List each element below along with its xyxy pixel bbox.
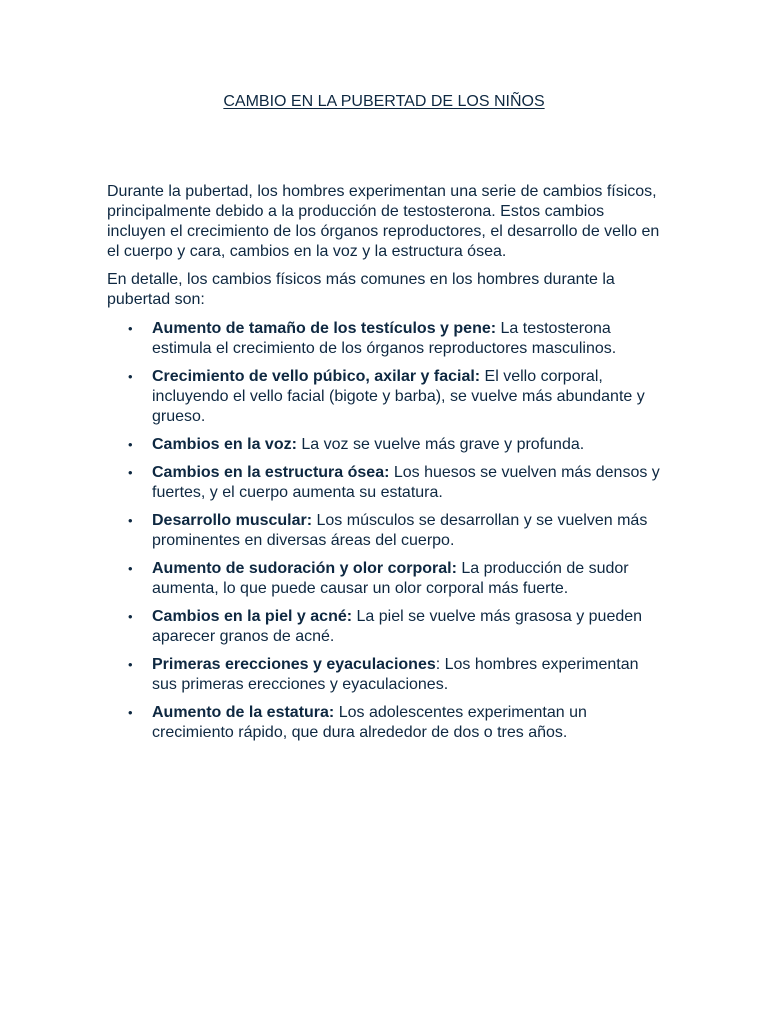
changes-list [107,319,667,743]
detail-paragraph: En detalle, los cambios físicos más comunes en los hombres durante la pubertad son: [107,271,615,308]
bullet-icon: • [128,465,133,480]
document-body [107,182,667,751]
list-item [107,607,667,647]
bullet-icon: • [128,657,133,672]
list-item-text: La voz se vuelve más grave y profunda. [296,436,585,453]
list-item-term: Aumento de sudoración y olor corporal: [152,560,457,577]
list-item-term: Cambios en la piel y acné: [152,608,353,625]
bullet-icon: • [128,561,133,576]
list-item-term: Aumento de la estatura: [152,704,335,721]
list-item-term: Cambios en la estructura ósea: [152,464,390,481]
list-item-term: Desarrollo muscular: [152,512,313,529]
list-item-text: La piel se vuelve más grasosa y pueden aparecer granos de acné. [152,608,643,645]
list-item [107,655,667,695]
list-item [107,511,667,551]
list-item-term: Crecimiento de vello púbico, axilar y facial: [152,368,481,385]
list-item [107,559,667,599]
list-item-term: Primeras erecciones y eyaculaciones [152,656,436,673]
list-item-text: El vello corporal, incluyendo el vello facial (bigote y barba), se vuelve más abundante y grueso. [152,368,645,425]
list-item [107,319,667,359]
list-item-text: La producción de sudor aumenta, lo que puede causar un olor corporal más fuerte. [152,560,629,597]
list-item-term: Cambios en la voz: [152,436,297,453]
bullet-icon: • [128,705,133,720]
list-item [107,435,667,455]
intro-paragraph: Durante la pubertad, los hombres experimentan una serie de cambios físicos, principalmente debido a la producción de testosterona. Estos cambios incluyen el crecimiento de los órganos reproductores, el desarrollo de vello en el cuerpo y cara, cambios en la voz y la estructura ósea. [107,183,660,260]
list-item [107,463,667,503]
bullet-icon: • [128,513,133,528]
bullet-icon: • [128,609,133,624]
bullet-icon: • [128,437,133,452]
list-item-text: La testosterona estimula el crecimiento de los órganos reproductores masculinos. [152,320,617,357]
list-item [107,703,667,743]
list-item-text: : Los hombres experimentan sus primeras erecciones y eyaculaciones. [152,656,639,693]
list-item-text: Los adolescentes experimentan un crecimiento rápido, que dura alrededor de dos o tres años. [152,704,587,741]
document-title: CAMBIO EN LA PUBERTAD DE LOS NIÑOS [223,93,545,110]
bullet-icon: • [128,369,133,384]
list-item-text: Los huesos se vuelven más densos y fuertes, y el cuerpo aumenta su estatura. [152,464,660,501]
bullet-icon: • [128,321,133,336]
list-item-text: Los músculos se desarrollan y se vuelven más prominentes en diversas áreas del cuerpo. [152,512,648,549]
list-item [107,367,667,427]
list-item-term: Aumento de tamaño de los testículos y pene: [152,320,497,337]
